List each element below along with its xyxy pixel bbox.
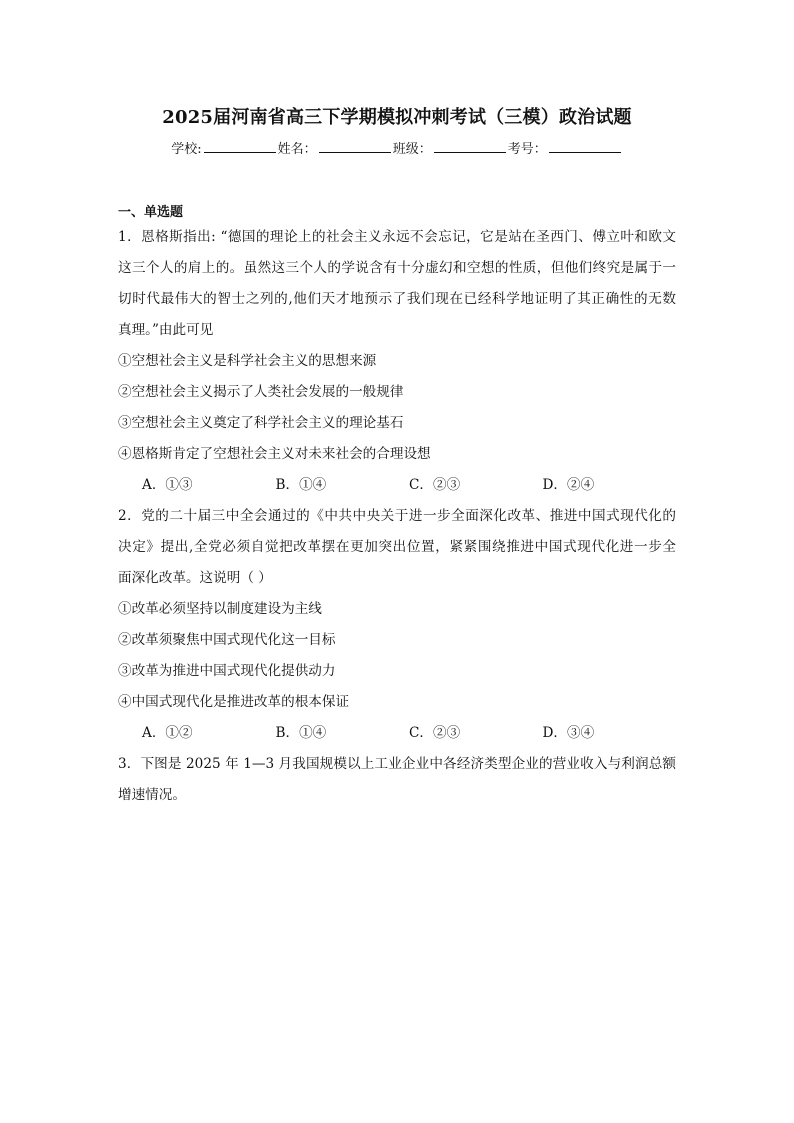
name-label: 姓名： <box>277 142 317 157</box>
statement-option: ①改革必须坚持以制度建设为主线 <box>118 601 322 617</box>
question-text-line: 这三个人的肩上的。虽然这三个人的学说含有十分虚幻和空想的性质，但他们终究是属于一 <box>118 260 676 276</box>
question-text-line: 切时代最伟大的智士之列的,他们天才地预示了我们现在已经科学地证明了其正确性的无数 <box>118 291 676 307</box>
school-label: 学校: <box>171 142 202 157</box>
statement-option: ①空想社会主义是科学社会主义的思想来源 <box>118 353 377 369</box>
question-3 <box>118 749 676 811</box>
choice-b[interactable]: B．①④ <box>275 725 327 741</box>
student-info-row <box>0 138 794 157</box>
choice-b[interactable]: B．①④ <box>275 477 327 493</box>
choice-a[interactable]: A．①② <box>142 725 193 741</box>
questions <box>118 222 676 811</box>
statement-option: ③改革为推进中国式现代化提供动力 <box>118 663 336 679</box>
statement-option: ②空想社会主义揭示了人类社会发展的一般规律 <box>118 384 404 400</box>
question-2 <box>118 501 676 749</box>
class-blank[interactable] <box>434 140 506 153</box>
answer-choices <box>118 470 676 501</box>
statement-option: ③空想社会主义奠定了科学社会主义的理论基石 <box>118 415 404 431</box>
choice-c[interactable]: C．②③ <box>409 725 461 741</box>
choice-a[interactable]: A．①③ <box>142 477 193 493</box>
statement-option: ④恩格斯肯定了空想社会主义对未来社会的合理设想 <box>118 446 431 462</box>
question-text-line: 决定》提出,全党必须自觉把改革摆在更加突出位置，紧紧围绕推进中国式现代化进一步全 <box>118 539 676 555</box>
section-heading: 一、单选题 <box>118 205 184 220</box>
choice-c[interactable]: C．②③ <box>409 477 461 493</box>
statement-option: ②改革须聚焦中国式现代化这一目标 <box>118 632 336 648</box>
number-blank[interactable] <box>549 140 621 153</box>
question-1 <box>118 222 676 501</box>
question-text-line: 3．下图是 2025 年 1—3 月我国规模以上工业企业中各经济类型企业的营业收入与利润总额 <box>118 756 676 772</box>
question-text-line: 1．恩格斯指出: “德国的理论上的社会主义永远不会忘记，它是站在圣西门、傅立叶和欧文 <box>118 229 676 245</box>
choice-d[interactable]: D．②④ <box>542 477 595 493</box>
question-text-line: 真理。”由此可见 <box>118 322 214 338</box>
answer-choices <box>118 718 676 749</box>
name-blank[interactable] <box>319 140 391 153</box>
statement-option: ④中国式现代化是推进改革的根本保证 <box>118 694 350 710</box>
school-blank[interactable] <box>204 140 276 153</box>
question-text-line: 增速情况。 <box>118 787 186 803</box>
number-label: 考号： <box>507 142 547 157</box>
class-label: 班级： <box>392 142 432 157</box>
question-text-line: 面深化改革。这说明（ ） <box>118 570 272 586</box>
question-text-line: 2．党的二十届三中全会通过的《中共中央关于进一步全面深化改革、推进中国式现代化的 <box>118 508 676 524</box>
choice-d[interactable]: D．③④ <box>542 725 595 741</box>
page-title: 2025届河南省高三下学期模拟冲刺考试（三模）政治试题 <box>162 107 632 128</box>
